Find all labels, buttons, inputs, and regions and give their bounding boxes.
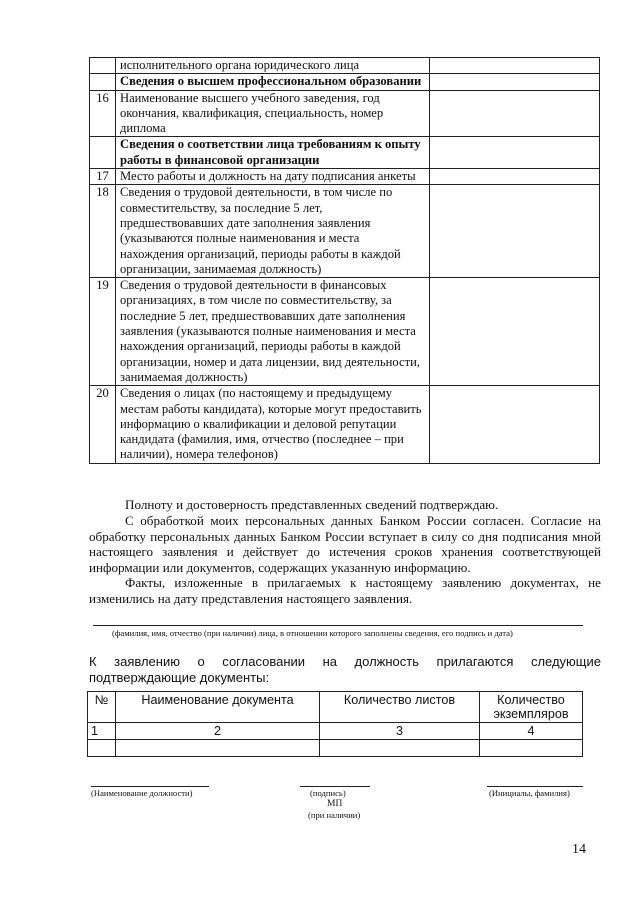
doc-col-number-4: 4: [480, 723, 583, 740]
doc-header-sheets: Количество листов: [320, 692, 480, 723]
form-row: [90, 58, 600, 74]
row-number: [90, 74, 116, 90]
form-table: [89, 57, 600, 464]
empty-cell: [88, 740, 116, 757]
field-value: [430, 185, 600, 278]
applicant-signature-line: [93, 625, 583, 626]
doc-col-number-3: 3: [320, 723, 480, 740]
doc-header-number: №: [88, 692, 116, 723]
form-row: [90, 386, 600, 463]
doc-col-number-2: 2: [116, 723, 320, 740]
row-number: [90, 137, 116, 169]
documents-empty-row: [88, 740, 583, 757]
field-description: Наименование высшего учебного заведения, год окончания, квалификация, специальность, номер диплома: [116, 90, 430, 137]
signature-caption: (подпись): [310, 788, 346, 798]
doc-header-name: Наименование документа: [116, 692, 320, 723]
field-description: Сведения о трудовой деятельности, в том числе по совместительству, за последние 5 лет, предшествовавших дате заполнения заявления (указываются полные наименования и места нахождения организаций, периоды работы в каждой организации, занимаемая должность): [116, 185, 430, 278]
field-value: [430, 90, 600, 137]
form-row: [90, 278, 600, 386]
form-row: [90, 137, 600, 169]
consent-paragraph: С обработкой моих персональных данных Банком России согласен. Согласие на обработку персональных данных Банком России вступает в силу со дня подписания мной настоящего заявления и действует до истечения сроков хранения соответствующей информации или документов, содержащих указанную информацию.: [89, 513, 601, 575]
position-signature-line: [91, 786, 209, 787]
row-number: 18: [90, 185, 116, 278]
field-value: [430, 386, 600, 463]
field-value: [430, 137, 600, 169]
applicant-signature-caption: (фамилия, имя, отчество (при наличии) лица, в отношении которого заполнены сведения, его подпись и дата): [112, 628, 513, 638]
signature-line: [300, 786, 370, 787]
form-row: [90, 185, 600, 278]
empty-cell: [116, 740, 320, 757]
doc-col-number-1: 1: [88, 723, 116, 740]
doc-header-copies: Количество экземпляров: [480, 692, 583, 723]
documents-header-row: [88, 692, 583, 723]
field-value: [430, 278, 600, 386]
empty-cell: [320, 740, 480, 757]
row-number: 16: [90, 90, 116, 137]
initials-caption: (Инициалы, фамилия): [489, 788, 570, 798]
row-number: [90, 58, 116, 74]
form-row: [90, 90, 600, 137]
section-heading: Сведения о соответствии лица требованиям к опыту работы в финансовой организации: [116, 137, 430, 169]
form-row: [90, 74, 600, 90]
field-description: Сведения о трудовой деятельности в финансовых организациях, в том числе по совместительству, за последние 5 лет, предшествовавших дате заполнения заявления (указываются полные наименования и места нахождения организаций, периоды работы в каждой организации, номер и дата лицензии, вид деятельности, занимаемая должность): [116, 278, 430, 386]
attachments-intro: К заявлению о согласовании на должность прилагаются следующие подтверждающие документы:: [89, 654, 601, 685]
form-row: [90, 169, 600, 185]
field-description: исполнительного органа юридического лица: [116, 58, 430, 74]
field-description: Сведения о лицах (по настоящему и предыдущему местам работы кандидата), которые могут предоставить информацию о квалификации и деловой репутации кандидата (фамилия, имя, отчество (последнее – при наличии), номера телефонов): [116, 386, 430, 463]
documents-table: [87, 691, 583, 757]
empty-cell: [480, 740, 583, 757]
section-heading: Сведения о высшем профессиональном образовании: [116, 74, 430, 90]
initials-signature-line: [487, 786, 583, 787]
stamp-note: (при наличии): [308, 810, 361, 820]
documents-numbering-row: [88, 723, 583, 740]
field-value: [430, 74, 600, 90]
field-value: [430, 58, 600, 74]
position-caption: (Наименование должности): [91, 788, 193, 798]
row-number: 19: [90, 278, 116, 386]
page-number: 14: [572, 842, 586, 857]
field-description: Место работы и должность на дату подписания анкеты: [116, 169, 430, 185]
stamp-label: МП: [327, 799, 343, 809]
row-number: 17: [90, 169, 116, 185]
confirm-paragraph: Полноту и достоверность представленных сведений подтверждаю.: [125, 497, 499, 512]
field-value: [430, 169, 600, 185]
row-number: 20: [90, 386, 116, 463]
facts-paragraph: Факты, изложенные в прилагаемых к настоящему заявлению документах, не изменились на дату представления настоящего заявления.: [89, 575, 601, 606]
